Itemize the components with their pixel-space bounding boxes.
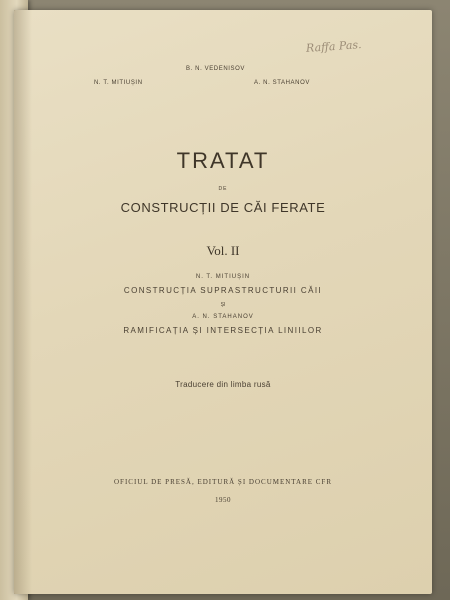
conjunction: ȘI — [220, 302, 226, 308]
author-vedenisov: B. N. VEDENISOV — [186, 66, 246, 72]
volume-number: Vol. II — [206, 243, 240, 258]
book-title: TRATAT — [176, 148, 270, 173]
title-connector: DE — [218, 186, 228, 192]
part1-author: N. T. MITIUȘIN — [195, 274, 251, 280]
publication-year: 1950 — [215, 496, 231, 504]
translation-note: Traducere din limba rusă — [175, 380, 271, 389]
book-subtitle: CONSTRUCȚII DE CĂI FERATE — [120, 200, 326, 215]
author-mitiusin: N. T. MITIUȘIN — [94, 80, 143, 86]
part1-title: CONSTRUCȚIA SUPRASTRUCTURII CĂII — [123, 286, 323, 295]
part2-title: RAMIFICAȚIA ȘI INTERSECȚIA LINIILOR — [123, 326, 323, 335]
book-title-page — [14, 10, 432, 594]
part2-author: A. N. STAHANOV — [192, 314, 254, 320]
publisher: OFICIUL DE PRESĂ, EDITURĂ ȘI DOCUMENTARE CFR — [114, 478, 332, 486]
handwritten-annotation: Raffa Pas. — [305, 38, 362, 55]
author-stahanov: A. N. STAHANOV — [254, 80, 310, 86]
